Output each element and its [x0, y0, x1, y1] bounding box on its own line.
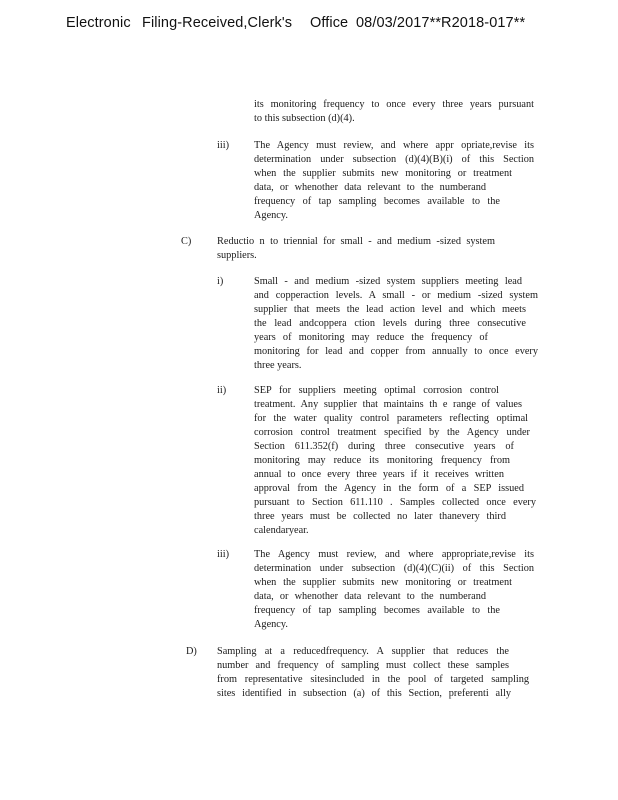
item-marker-i: i)	[217, 276, 224, 287]
item-marker-ii: ii)	[217, 385, 227, 396]
text-line: for the water quality control parameters reflecting optimal	[254, 413, 528, 424]
text-line: when the supplier submits new monitoring or treatment	[254, 168, 512, 179]
text-line: The Agency must review, and where appropriate,revise its	[254, 549, 534, 560]
text-line: suppliers.	[217, 250, 257, 261]
paragraph-c-i-small-medium	[254, 275, 538, 373]
header-office: Office	[310, 15, 349, 31]
text-line: pursuant to Section 611.110 . Samples collected once every	[254, 497, 536, 508]
text-line: annual to once every three years if it receives written	[254, 469, 504, 480]
item-marker-d: D)	[186, 646, 197, 657]
text-line: to this subsection (d)(4).	[254, 113, 355, 124]
header-filing-received: Filing-Received,Clerk's	[142, 15, 293, 31]
paragraph-c-heading	[217, 235, 495, 263]
item-marker-iii: iii)	[217, 140, 230, 151]
text-line: determination under subsection (d)(4)(C)(ii) of this Section	[254, 563, 534, 574]
text-line: frequency of tap sampling becomes available to the	[254, 196, 500, 207]
text-line: Small - and medium -sized system suppliers meeting lead	[254, 276, 522, 287]
text-line: Agency.	[254, 210, 288, 221]
text-line: years of monitoring may reduce the frequency of	[254, 332, 488, 343]
text-line: three years.	[254, 360, 302, 371]
paragraph-continuation	[254, 98, 534, 126]
text-line: Section 611.352(f) during three consecutive years of	[254, 441, 514, 452]
header-electronic: Electronic	[66, 15, 131, 31]
paragraph-c-ii-sep	[254, 384, 536, 538]
text-line: monitoring for lead and copper from annually to once every	[254, 346, 538, 357]
item-marker-c: C)	[181, 236, 192, 247]
text-line: calendaryear.	[254, 525, 309, 536]
text-line: treatment. Any supplier that maintains th e range of values	[254, 399, 522, 410]
item-marker-iii: iii)	[217, 549, 230, 560]
paragraph-d-reduced-frequency	[217, 645, 529, 701]
text-line: data, or whenother data relevant to the numberand	[254, 182, 486, 193]
paragraph-c-iii-agency-review	[254, 548, 534, 632]
text-line: Sampling at a reducedfrequency. A supplier that reduces the	[217, 646, 509, 657]
text-line: determination under subsection (d)(4)(B)(i) of this Section	[254, 154, 534, 165]
text-line: from representative sitesincluded in the pool of targeted sampling	[217, 674, 529, 685]
text-line: monitoring may reduce its monitoring frequency from	[254, 455, 510, 466]
text-line: approval from the Agency in the form of a SEP issued	[254, 483, 524, 494]
text-line: Reductio n to triennial for small - and medium -sized system	[217, 236, 495, 247]
text-line: and copperaction levels. A small - or medium -sized system	[254, 290, 538, 301]
text-line: data, or whenother data relevant to the numberand	[254, 591, 486, 602]
text-line: SEP for suppliers meeting optimal corrosion control	[254, 385, 499, 396]
paragraph-iii-agency-review	[254, 139, 534, 223]
text-line: three years must be collected no later thanevery third	[254, 511, 506, 522]
filing-header	[66, 15, 606, 31]
text-line: when the supplier submits new monitoring or treatment	[254, 577, 512, 588]
text-line: supplier that meets the lead action level and which meets	[254, 304, 526, 315]
text-line: the lead andcoppera ction levels during three consecutive	[254, 318, 526, 329]
text-line: its monitoring frequency to once every three years pursuant	[254, 99, 534, 110]
text-line: The Agency must review, and where appr opriate,revise its	[254, 140, 534, 151]
text-line: frequency of tap sampling becomes available to the	[254, 605, 500, 616]
text-line: sites identified in subsection (a) of this Section, preferenti ally	[217, 688, 511, 699]
text-line: corrosion control treatment specified by the Agency under	[254, 427, 530, 438]
text-line: number and frequency of sampling must collect these samples	[217, 660, 509, 671]
header-date-docket: 08/03/2017**R2018-017**	[356, 15, 526, 31]
text-line: Agency.	[254, 619, 288, 630]
